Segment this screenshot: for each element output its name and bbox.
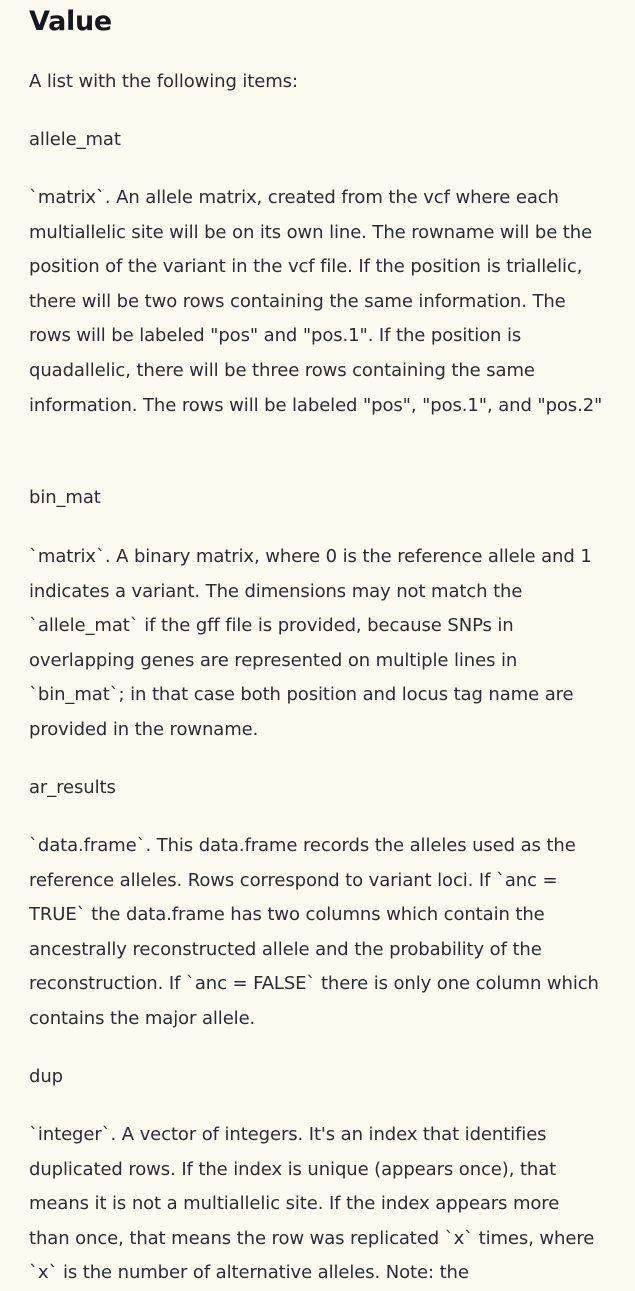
item-description-bin-mat: `matrix`. A binary matrix, where 0 is the reference allele and 1 indicates a variant. The dimensions may not match the `allele_mat` if the gff file is provided, because SNPs in overlapping genes are represented on multiple lines in `bin_mat`; in that case both position and locus tag name are provided in the rowname. xyxy=(29,546,592,740)
section-heading: Value xyxy=(29,6,112,37)
item-term-allele-mat: allele_mat xyxy=(29,129,121,150)
item-term-ar-results: ar_results xyxy=(29,777,116,798)
item-description-ar-results: `data.frame`. This data.frame records the alleles used as the reference alleles. Rows correspond to variant loci. If `anc = TRUE` the data.frame has two columns which contain the ancestrally reconstructed allele and the probability of the reconstruction. If `anc = FALSE` there is only one column which contains the major allele. xyxy=(29,835,599,1029)
intro-text: A list with the following items: xyxy=(29,71,298,92)
item-term-bin-mat: bin_mat xyxy=(29,487,101,508)
item-description-allele-mat: `matrix`. An allele matrix, created from the vcf where each multiallelic site will be on its own line. The rowname will be the position of the variant in the vcf file. If the position is triallelic, there will be two rows containing the same information. The rows will be labeled "pos" and "pos.1". If the position is quadallelic, there will be three rows containing the same information. The rows will be labeled "pos", "pos.1", and "pos.2" xyxy=(29,187,603,416)
item-description-dup: `integer`. A vector of integers. It's an index that identifies duplicated rows. If the index is unique (appears once), that means it is not a multiallelic site. If the index appears more than once, that means the row was replicated `x` times, where `x` is the number of alternative alleles. Note: the xyxy=(29,1124,595,1284)
item-term-dup: dup xyxy=(29,1066,63,1087)
